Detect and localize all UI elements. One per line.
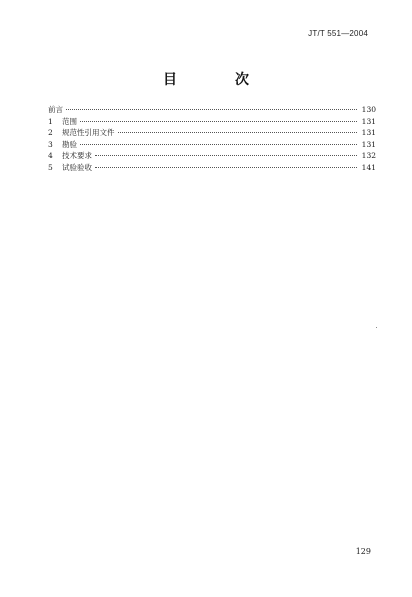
toc-leader-dots — [118, 132, 358, 133]
toc-label: 规范性引用文件 — [62, 128, 115, 137]
toc-page-number: 131 — [361, 139, 376, 149]
toc-row-technical-requirements[interactable] — [48, 150, 376, 162]
toc-row-foreword[interactable] — [48, 104, 376, 116]
page-number: 129 — [355, 547, 371, 556]
toc-row-survey[interactable] — [48, 139, 376, 151]
page-title: 目 次 — [163, 72, 271, 88]
scan-speck — [376, 327, 377, 328]
toc-number: 3 — [48, 139, 53, 149]
toc-leader-dots — [95, 167, 357, 168]
toc-leader-dots — [95, 155, 357, 156]
toc-row-test-acceptance[interactable] — [48, 162, 376, 174]
table-of-contents — [48, 104, 376, 173]
toc-label: 范围 — [62, 116, 77, 126]
toc-page-number: 132 — [361, 151, 376, 160]
toc-page-number: 131 — [361, 116, 376, 126]
toc-row-normative-references[interactable] — [48, 127, 376, 139]
toc-row-scope[interactable] — [48, 116, 376, 128]
toc-label: 勘验 — [62, 139, 77, 149]
toc-label: 试验验收 — [62, 162, 92, 172]
toc-label: 技术要求 — [62, 151, 92, 160]
toc-leader-dots — [80, 144, 357, 145]
toc-leader-dots — [66, 109, 357, 110]
toc-number: 2 — [48, 128, 53, 137]
standard-code: JT/T 551—2004 — [308, 29, 368, 38]
toc-number: 1 — [48, 116, 53, 126]
toc-leader-dots — [80, 121, 357, 122]
toc-page-number: 141 — [361, 162, 376, 172]
toc-page-number: 131 — [361, 128, 376, 137]
toc-label: 前言 — [48, 105, 63, 114]
toc-number: 5 — [48, 162, 53, 172]
toc-number: 4 — [48, 151, 53, 160]
toc-page-number: 130 — [361, 105, 376, 114]
